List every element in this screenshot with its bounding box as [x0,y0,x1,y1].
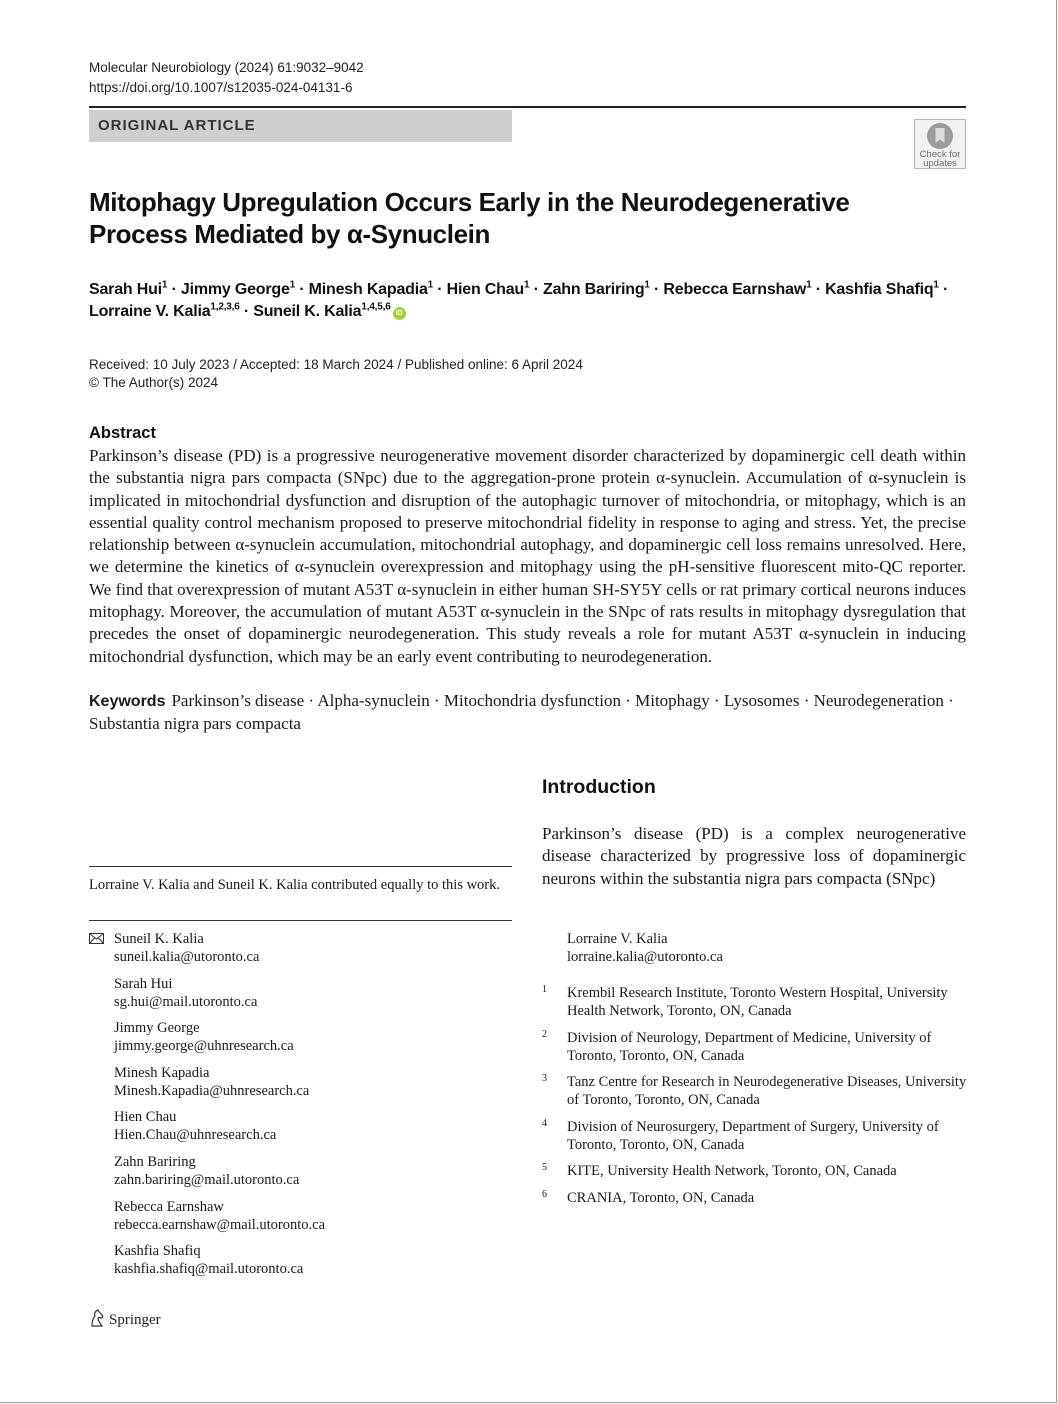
affiliation [542,1029,967,1065]
affiliation-number: 1 [542,984,547,995]
contact-name: Minesh Kapadia [114,1064,210,1081]
keywords-list: Parkinson’s disease · Alpha-synuclein · Mitochondria dysfunction · Mitophagy · Lysosomes · Neurodegeneration · Substantia nigra pars compacta [89,691,954,734]
keywords-label: Keywords [89,693,166,710]
contact-list [89,930,512,1287]
affiliation-number: 2 [542,1028,547,1040]
contact-email[interactable]: Hien.Chau@uhnresearch.ca [114,1127,277,1144]
affiliation-text: Division of Neurology, Department of Medicine, University of Toronto, Toronto, ON, Canada [567,1029,932,1064]
affiliation-number: 5 [542,1162,547,1173]
abstract-body: Parkinson’s disease (PD) is a progressive neurogenerative movement disorder characterized by dopaminergic cell death within the substantia nigra pars compacta (SNpc) due to the aggregation-prone protein α-synuclein. Accumulation of α-synuclein is implicated in mitochondrial dysfunction and disruption of the autophagic turnover of mitochondria, or mitophagy, which is an essential quality control mechanism proposed to preserve mitochondrial fidelity in response to aging and stress. Yet, the precise relationship between α-synuclein accumulation, mitochondrial autophagy, and dopaminergic cell loss remains unresolved. Here, we determine the kinetics of α-synuclein overexpression and mitophagy using the pH-sensitive fluorescent mito-QC reporter. We find that overexpression of mutant A53T α-synuclein in either human SH-SY5Y cells or rat primary cortical neurons induces mitophagy. Moreover, the accumulation of mutant A53T α-synuclein in the SNpc of rats results in mitophagy dysregulation that precedes the onset of dopaminergic neurodegeneration. This study reveals a role for mutant A53T α-synuclein in inducing mitochondrial dysfunction, which may be an early event contributing to neurodegeneration. [89,446,966,666]
contact-name: Zahn Bariring [114,1153,196,1170]
contact-name: Kashfia Shafiq [114,1243,201,1260]
author: Suneil K. Kalia$^{1,4,5,6}$ [253,301,391,320]
author: Hien Chau$^1$ [446,279,530,298]
springer-horse-icon [89,1309,105,1327]
keywords [89,690,966,736]
copyright: © The Author(s) 2024 [89,375,219,390]
publisher-name: Springer [109,1312,161,1328]
check-for-updates-button[interactable] [914,119,966,169]
introduction-body: Parkinson’s disease (PD) is a complex neurogenerative disease characterized by progressive loss of dopaminergic neurons within the substantia nigra pars compacta (SNpc) [542,824,966,888]
contact-name: Hien Chau [114,1109,177,1126]
contact-entry [89,975,512,1011]
contact-entry [89,1108,512,1144]
contact-entry [89,1019,512,1055]
check-updates-line1: Check for [919,149,961,160]
contact-entry-right [567,930,967,966]
contact-email[interactable]: Minesh.Kapadia@uhnresearch.ca [114,1082,310,1099]
history-dates: Received: 10 July 2023 / Accepted: 18 March 2024 / Published online: 6 April 2024 [89,357,583,372]
author: Zahn Bariring$^1$ [543,279,650,298]
contact-email[interactable]: zahn.bariring@mail.utoronto.ca [114,1171,300,1188]
contact-entry [89,1242,512,1278]
contact-entry [89,1064,512,1100]
affiliation-text: CRANIA, Toronto, ON, Canada [567,1189,755,1206]
affiliation-text: Division of Neurosurgery, Department of Surgery, University of Toronto, Toronto, ON, Canada [567,1118,939,1153]
affiliation [542,1118,967,1154]
contact-entry [89,1198,512,1234]
author: Sarah Hui$^1$ [89,279,168,298]
equal-contribution-note: Lorraine V. Kalia and Suneil K. Kalia contributed equally to this work. [89,877,501,893]
affiliation-list [542,984,967,1215]
contact-email[interactable]: jimmy.george@uhnresearch.ca [114,1038,294,1055]
affiliation-text: Tanz Centre for Research in Neurodegenerative Diseases, University of Toronto, Toronto, ON, Canada [567,1074,967,1108]
abstract-heading: Abstract [89,424,156,442]
check-updates-line2: updates [923,158,957,169]
footnote-rule-top [89,866,512,867]
orcid-icon[interactable]: iD [393,307,406,320]
contact-email[interactable]: lorraine.kalia@utoronto.ca [567,949,723,965]
title-line-1: Mitophagy Upregulation Occurs Early in the Neurodegenerative [89,187,850,217]
affiliation [542,984,967,1020]
contact-email[interactable]: kashfia.shafiq@mail.utoronto.ca [114,1261,304,1278]
contact-entry [89,930,512,966]
footnote-rule-bottom [89,920,512,921]
contact-name: Rebecca Earnshaw [114,1198,224,1215]
introduction-heading: Introduction [542,776,656,798]
header-rule [89,106,966,108]
contact-name: Jimmy George [114,1020,200,1037]
article-title [89,186,889,250]
author: Kashfia Shafiq$^1$ [825,279,939,298]
affiliation-number: 6 [542,1188,547,1200]
author: Rebecca Earnshaw$^1$ [663,279,812,298]
affiliation [542,1073,967,1109]
contact-name: Suneil K. Kalia [114,931,204,947]
affiliation-text: KITE, University Health Network, Toronto, ON, Canada [567,1163,897,1179]
affiliation-number: 4 [542,1117,547,1129]
author: Jimmy George$^1$ [180,279,296,298]
contact-email[interactable]: rebecca.earnshaw@mail.utoronto.ca [114,1216,326,1233]
affiliation [542,1189,967,1207]
doi-link[interactable]: https://doi.org/10.1007/s12035-024-04131-6 [89,80,353,95]
article-type-banner: ORIGINAL ARTICLE [89,110,512,142]
contact-email[interactable]: sg.hui@mail.utoronto.ca [114,993,258,1010]
author-list: Sarah Hui$^1$ · Jimmy George$^1$ · Minesh Kapadia$^1$ · Hien Chau$^1$ · Zahn Bariring$^1$ · Rebecca Earnshaw$^1$ · Kashfia Shafiq$^1$ · Lorraine V. Kalia$^{1,2,3,6}$ · Suneil K. Kalia$^{1,4,5,6}$iD [89,279,949,320]
envelope-icon [89,933,104,944]
contact-name: Sarah Hui [114,975,173,992]
author: Lorraine V. Kalia$^{1,2,3,6}$ [89,301,240,320]
affiliation [542,1162,967,1180]
bookmark-icon [926,122,954,150]
journal-citation: Molecular Neurobiology (2024) 61:9032–9042 [89,60,364,75]
affiliation-text: Krembil Research Institute, Toronto Western Hospital, University Health Network, Toronto, ON, Canada [567,985,948,1019]
contact-name: Lorraine V. Kalia [567,931,668,947]
publication-dates [89,356,583,392]
title-line-2: Process Mediated by α-Synuclein [89,219,490,249]
journal-header [89,58,364,98]
contact-email[interactable]: suneil.kalia@utoronto.ca [114,949,260,965]
contact-entry [89,1153,512,1189]
publisher-footer [89,1309,161,1329]
author: Minesh Kapadia$^1$ [308,279,434,298]
affiliation-number: 3 [542,1073,547,1084]
